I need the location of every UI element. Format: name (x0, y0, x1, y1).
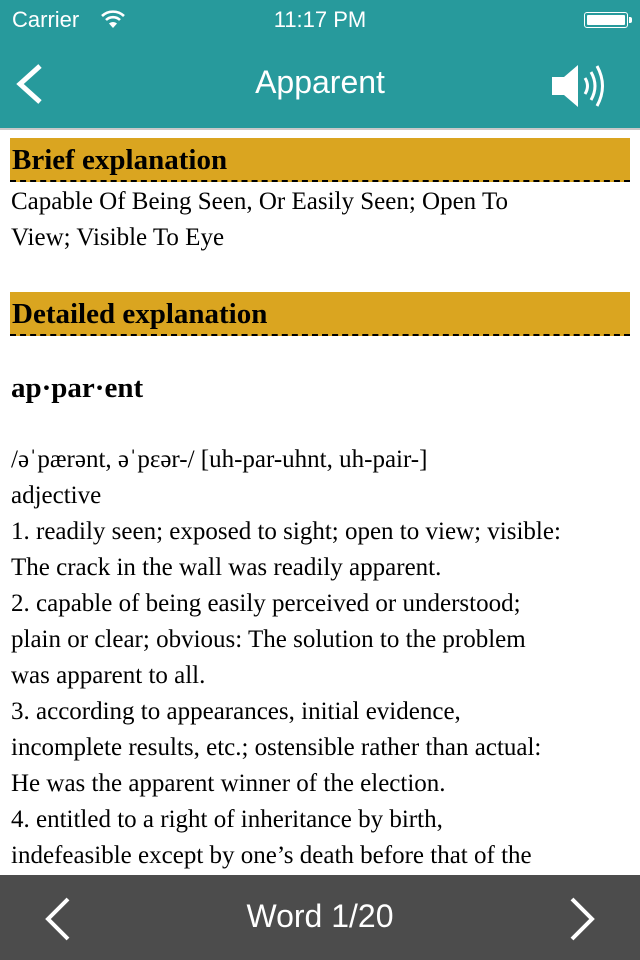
brief-text-line: Capable Of Being Seen, Or Easily Seen; Open To (11, 188, 508, 215)
part-of-speech: adjective (11, 482, 102, 509)
definition-line: indefeasible except by one’s death before that of the (11, 842, 532, 869)
definition-line: plain or clear; obvious: The solution to the problem (11, 626, 526, 653)
carrier-label: Carrier (12, 7, 80, 32)
definition-line: 4. entitled to a right of inheritance by birth, (11, 806, 443, 833)
definition-line: He was the apparent winner of the election. (11, 770, 446, 797)
word-counter: Word 1/20 (246, 898, 394, 934)
navigation-bar (0, 40, 640, 130)
definition-content[interactable] (0, 130, 640, 875)
brief-text-line: View; Visible To Eye (11, 224, 225, 251)
definition-line: 3. according to appearances, initial evidence, (11, 698, 461, 725)
definition-line: The crack in the wall was readily apparent. (11, 554, 442, 581)
definition-line: incomplete results, etc.; ostensible rather than actual: (11, 734, 542, 761)
brief-explanation-heading: Brief explanation (10, 138, 630, 182)
word-pager (0, 875, 640, 960)
next-word-button[interactable] (564, 895, 600, 943)
clock: 11:17 PM (273, 7, 367, 32)
page-title: Apparent (255, 64, 385, 100)
definition-line: was apparent to all. (11, 662, 206, 689)
headword: ap·par·ent (11, 372, 144, 404)
definition-line: 2. capable of being easily perceived or understood; (11, 590, 521, 617)
status-bar (0, 0, 640, 40)
pronunciation: /əˈpærənt, əˈpɛər-/ [uh-par-uhnt, uh-pair-] (11, 446, 428, 473)
battery-icon (584, 12, 628, 28)
detailed-explanation-heading: Detailed explanation (10, 292, 630, 336)
speaker-icon[interactable] (550, 62, 610, 110)
definition-line: 1. readily seen; exposed to sight; open to view; visible: (11, 518, 561, 545)
